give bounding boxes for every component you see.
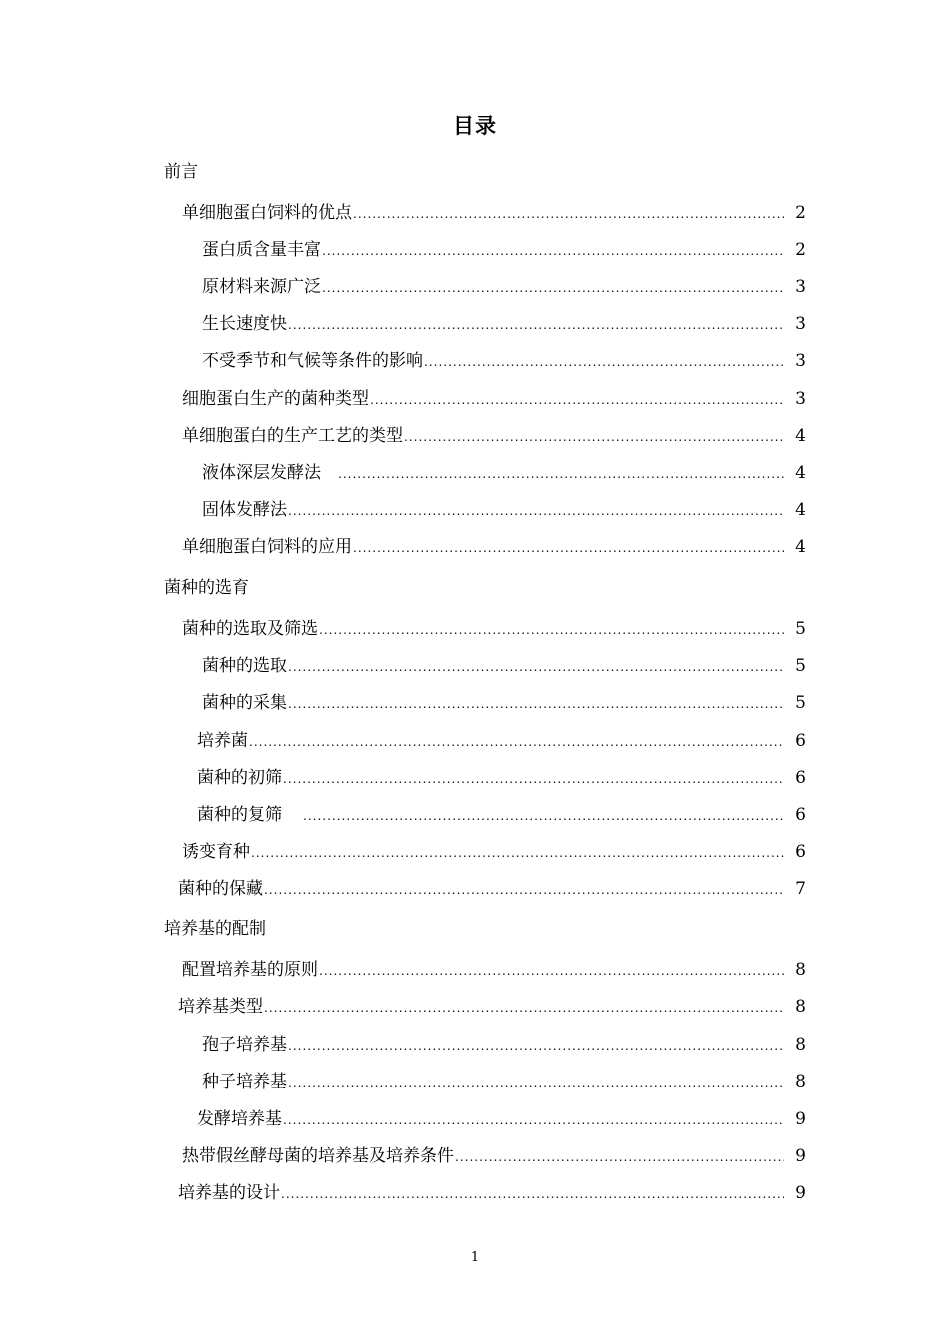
- toc-entry-label: 细胞蛋白生产的菌种类型: [182, 389, 369, 409]
- toc-entry-page: 6: [795, 731, 806, 751]
- toc-entry[interactable]: [202, 349, 806, 374]
- dot-leader: [353, 536, 784, 560]
- toc-entry-page: 2: [795, 240, 806, 260]
- toc-entry[interactable]: [182, 1144, 806, 1169]
- toc-entry[interactable]: [197, 803, 806, 828]
- toc-entry[interactable]: [178, 877, 806, 902]
- dot-leader: [338, 462, 784, 486]
- toc-entry-page: 9: [795, 1183, 806, 1203]
- dot-leader: [251, 841, 784, 865]
- toc-entry[interactable]: [202, 461, 806, 486]
- toc-entry-page: 5: [795, 656, 806, 676]
- toc-entry-page: 9: [795, 1109, 806, 1129]
- toc-entry[interactable]: [202, 498, 806, 523]
- toc-entry[interactable]: [178, 1181, 806, 1206]
- dot-leader: [264, 878, 784, 902]
- toc-entry[interactable]: [202, 1033, 806, 1058]
- toc-entry[interactable]: [202, 238, 806, 263]
- toc-section-heading: 培养基的配制: [164, 919, 266, 939]
- toc-entry-page: 6: [795, 842, 806, 862]
- toc-entry-label: 蛋白质含量丰富: [202, 240, 321, 260]
- toc-entry-label: 原材料来源广泛: [202, 277, 321, 297]
- toc-entry-page: 5: [795, 693, 806, 713]
- toc-entry[interactable]: [202, 1070, 806, 1095]
- toc-entry[interactable]: [182, 617, 806, 642]
- toc-entry[interactable]: [182, 387, 806, 412]
- dot-leader: [303, 804, 784, 828]
- toc-entry-page: 5: [795, 619, 806, 639]
- toc-entry[interactable]: [182, 958, 806, 983]
- toc-entry-page: 4: [795, 537, 806, 557]
- toc-entry-label: 种子培养基: [202, 1072, 287, 1092]
- toc-entry[interactable]: [202, 275, 806, 300]
- dot-leader: [288, 692, 784, 716]
- dot-leader: [288, 313, 784, 337]
- dot-leader: [424, 350, 784, 374]
- toc-entry-page: 6: [795, 805, 806, 825]
- dot-leader: [283, 767, 784, 791]
- dot-leader: [370, 388, 784, 412]
- toc-entry-label: 固体发酵法: [202, 500, 287, 520]
- toc-entry-label: 诱变育种: [182, 842, 250, 862]
- dot-leader: [288, 655, 784, 679]
- dot-leader: [264, 996, 784, 1020]
- toc-entry-label: 热带假丝酵母菌的培养基及培养条件: [182, 1146, 454, 1166]
- dot-leader: [283, 1108, 784, 1132]
- dot-leader: [288, 1071, 784, 1095]
- toc-entry-label: 菌种的采集: [202, 693, 287, 713]
- toc-section-heading: 菌种的选育: [164, 578, 249, 598]
- toc-entry[interactable]: [182, 424, 806, 449]
- dot-leader: [455, 1145, 784, 1169]
- dot-leader: [404, 425, 784, 449]
- toc-entry-label: 发酵培养基: [197, 1109, 282, 1129]
- toc-entry-label: 配置培养基的原则: [182, 960, 318, 980]
- toc-entry-page: 3: [795, 351, 806, 371]
- toc-entry-page: 9: [795, 1146, 806, 1166]
- toc-entry-label: 菌种的保藏: [178, 879, 263, 899]
- dot-leader: [281, 1182, 784, 1206]
- toc-entry[interactable]: [178, 995, 806, 1020]
- toc-entry-page: 8: [795, 997, 806, 1017]
- toc-entry-page: 7: [795, 879, 806, 899]
- page-number: 1: [470, 1250, 480, 1265]
- toc-entry[interactable]: [202, 654, 806, 679]
- page-title: 目录: [453, 114, 497, 138]
- toc-entry-label: 培养基类型: [178, 997, 263, 1017]
- toc-entry-page: 4: [795, 463, 806, 483]
- toc-entry-page: 8: [795, 1035, 806, 1055]
- toc-entry[interactable]: [197, 729, 806, 754]
- toc-entry-page: 8: [795, 1072, 806, 1092]
- dot-leader: [353, 202, 784, 226]
- dot-leader: [322, 276, 784, 300]
- toc-entry[interactable]: [197, 1107, 806, 1132]
- toc-entry-page: 3: [795, 314, 806, 334]
- toc-entry-label: 单细胞蛋白饲料的应用: [182, 537, 352, 557]
- toc-section-heading: 前言: [164, 162, 198, 182]
- toc-entry[interactable]: [202, 691, 806, 716]
- toc-entry-page: 3: [795, 277, 806, 297]
- toc-entry-label: 孢子培养基: [202, 1035, 287, 1055]
- dot-leader: [288, 499, 784, 523]
- toc-entry-label: 生长速度快: [202, 314, 287, 334]
- toc-entry[interactable]: [182, 840, 806, 865]
- toc-entry-label: 菌种的选取: [202, 656, 287, 676]
- toc-entry-label: 菌种的复筛: [197, 805, 282, 825]
- toc-entry[interactable]: [182, 535, 806, 560]
- toc-entry-label: 菌种的初筛: [197, 768, 282, 788]
- toc-entry-page: 2: [795, 203, 806, 223]
- toc-entry[interactable]: [182, 201, 806, 226]
- dot-leader: [319, 959, 784, 983]
- toc-entry-page: 8: [795, 960, 806, 980]
- dot-leader: [319, 618, 784, 642]
- toc-entry[interactable]: [197, 766, 806, 791]
- toc-entry-label: 单细胞蛋白的生产工艺的类型: [182, 426, 403, 446]
- toc-entry-page: 6: [795, 768, 806, 788]
- dot-leader: [288, 1034, 784, 1058]
- toc-entry-label: 液体深层发酵法: [202, 463, 321, 483]
- toc-entry-page: 4: [795, 500, 806, 520]
- toc-entry-label: 培养菌: [197, 731, 248, 751]
- toc-entry-label: 培养基的设计: [178, 1183, 280, 1203]
- dot-leader: [322, 239, 784, 263]
- toc-entry-label: 单细胞蛋白饲料的优点: [182, 203, 352, 223]
- toc-entry-page: 3: [795, 389, 806, 409]
- toc-entry-label: 不受季节和气候等条件的影响: [202, 351, 423, 371]
- toc-entry-label: 菌种的选取及筛选: [182, 619, 318, 639]
- toc-entry[interactable]: [202, 312, 806, 337]
- dot-leader: [249, 730, 784, 754]
- toc-entry-page: 4: [795, 426, 806, 446]
